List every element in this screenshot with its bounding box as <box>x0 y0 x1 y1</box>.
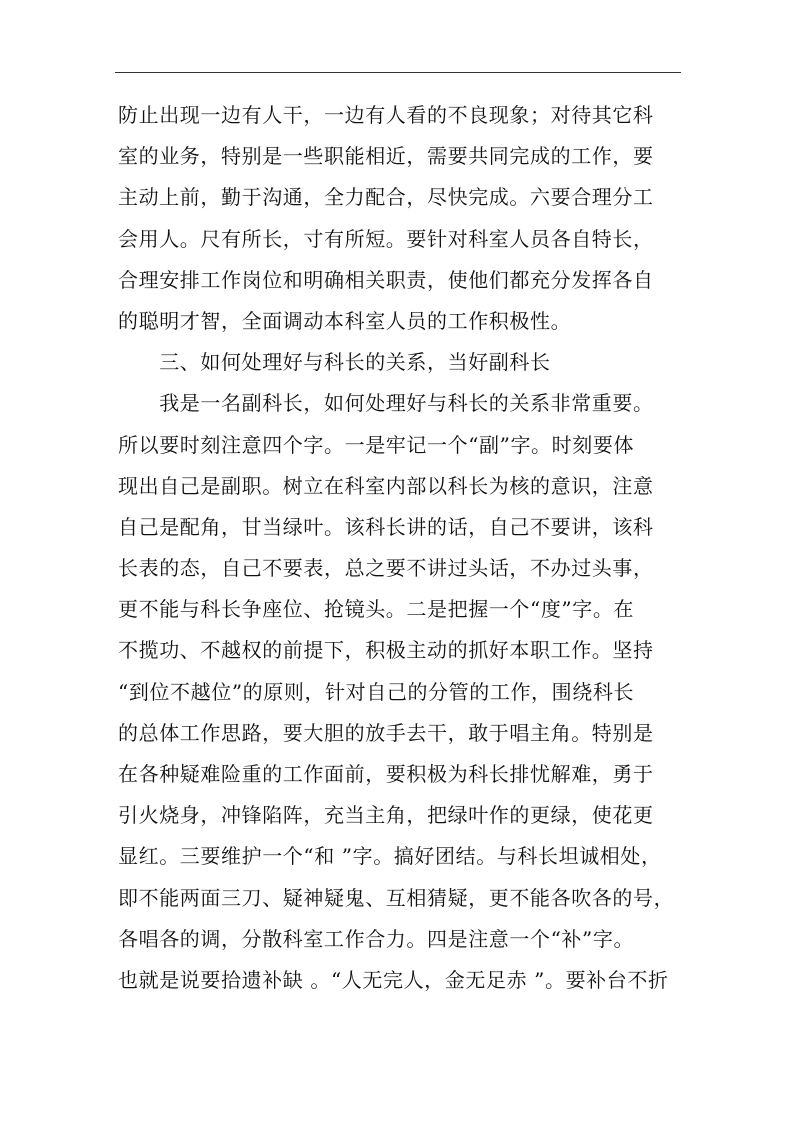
text-line-21: 各唱各的调，分散科室工作合力。四是注意一个“补”字。 <box>118 926 635 951</box>
text-line-12: 长表的态，自己不要表，总之要不讲过头话，不办过头事， <box>118 556 654 581</box>
text-line-13: 更不能与科长争座位、抢镜头。二是把握一个“度”字。在 <box>118 597 635 622</box>
text-line-4: 会用人。尺有所长，寸有所短。要针对科室人员各自特长， <box>118 226 654 251</box>
text-line-16: 的总体工作思路，要大胆的放手去干，敢于唱主角。特别是 <box>118 720 654 745</box>
header-rule <box>115 72 681 73</box>
text-line-19: 显红。三要维护一个“和 ”字。搞好团结。与科长坦诚相处， <box>118 844 662 869</box>
text-line-8: 我是一名副科长，如何处理好与科长的关系非常重要。 <box>118 391 654 416</box>
text-line-6: 的聪明才智，全面调动本科室人员的工作积极性。 <box>118 308 572 333</box>
text-line-14: 不揽功、不越权的前提下，积极主动的抓好本职工作。坚持 <box>118 638 654 663</box>
text-line-11: 自己是配角，甘当绿叶。该科长讲的话，自己不要讲，该科 <box>118 514 654 539</box>
body-text <box>118 95 680 1001</box>
text-line-2: 室的业务，特别是一些职能相近，需要共同完成的工作，要 <box>118 144 654 169</box>
text-line-3: 主动上前，勤于沟通，全力配合，尽快完成。六要合理分工 <box>118 185 654 210</box>
text-line-15: “到位不越位”的原则，针对自己的分管的工作，围绕科长 <box>118 679 635 704</box>
text-line-5: 合理安排工作岗位和明确相关职责，使他们都充分发挥各自 <box>118 267 654 292</box>
text-line-22: 也就是说要拾遗补缺 。“人无完人，金无足赤 ”。要补台不折 <box>118 967 669 992</box>
text-line-9: 所以要时刻注意四个字。一是牢记一个“副”字。时刻要体 <box>118 432 635 457</box>
text-line-20: 即不能两面三刀、疑神疑鬼、互相猜疑，更不能各吹各的号， <box>118 885 675 910</box>
text-line-18: 引火烧身，冲锋陷阵，充当主角，把绿叶作的更绿，使花更 <box>118 803 654 828</box>
section-heading: 三、如何处理好与科长的关系，当好副科长 <box>118 350 551 375</box>
text-line-10: 现出自己是副职。树立在科室内部以科长为核的意识，注意 <box>118 473 654 498</box>
text-line-17: 在各种疑难险重的工作面前，要积极为科长排忧解难，勇于 <box>118 762 654 786</box>
text-line-1: 防止出现一边有人干，一边有人看的不良现象；对待其它科 <box>118 103 654 127</box>
